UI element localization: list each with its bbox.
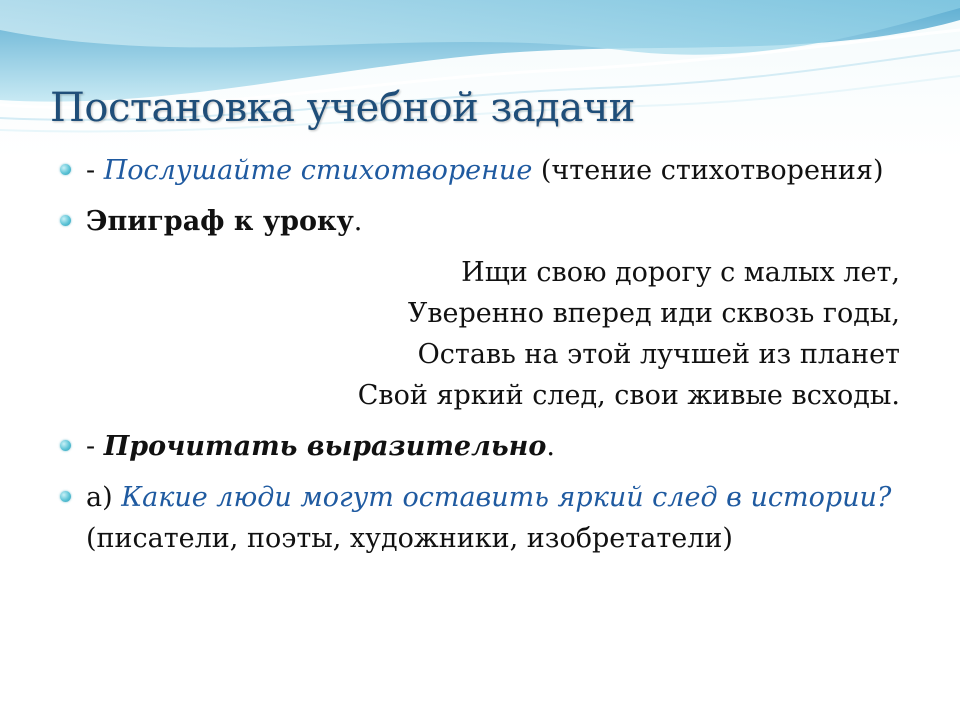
list-item-read-expressively: [56, 426, 916, 467]
bullet-icon: [60, 164, 71, 175]
item-strong: Прочитать выразительно: [103, 431, 547, 462]
bullet-icon: [60, 491, 71, 502]
item-prefix: а): [86, 482, 122, 513]
poem-line: Свой яркий след, свои живые всходы.: [357, 380, 900, 411]
item-emphasis: Какие люди могут оставить яркий след в истории?: [121, 482, 892, 513]
item-suffix: (чтение стихотворения): [532, 155, 884, 186]
poem-line: Ищи свою дорогу с малых лет,: [461, 257, 900, 288]
item-suffix: .: [353, 206, 363, 237]
list-item-question: [56, 477, 916, 559]
item-suffix: .: [546, 431, 555, 462]
bullet-icon: [60, 215, 71, 226]
epigraph-poem: [56, 252, 900, 416]
list-item-epigraph-heading: [56, 201, 916, 242]
list-item-listen: [56, 150, 916, 191]
poem-line: Уверенно вперед иди сквозь годы,: [407, 298, 900, 329]
item-suffix: (писатели, поэты, художники, изобретатели): [86, 523, 733, 554]
item-prefix: -: [86, 155, 104, 186]
poem-line: Оставь на этой лучшей из планет: [417, 339, 900, 370]
item-prefix: -: [86, 431, 104, 462]
slide-title: Постановка учебной задачи: [50, 85, 635, 131]
slide-content: [56, 150, 916, 569]
item-strong: Эпиграф к уроку: [86, 206, 354, 237]
bullet-icon: [60, 440, 71, 451]
item-emphasis: Послушайте стихотворение: [103, 155, 533, 186]
